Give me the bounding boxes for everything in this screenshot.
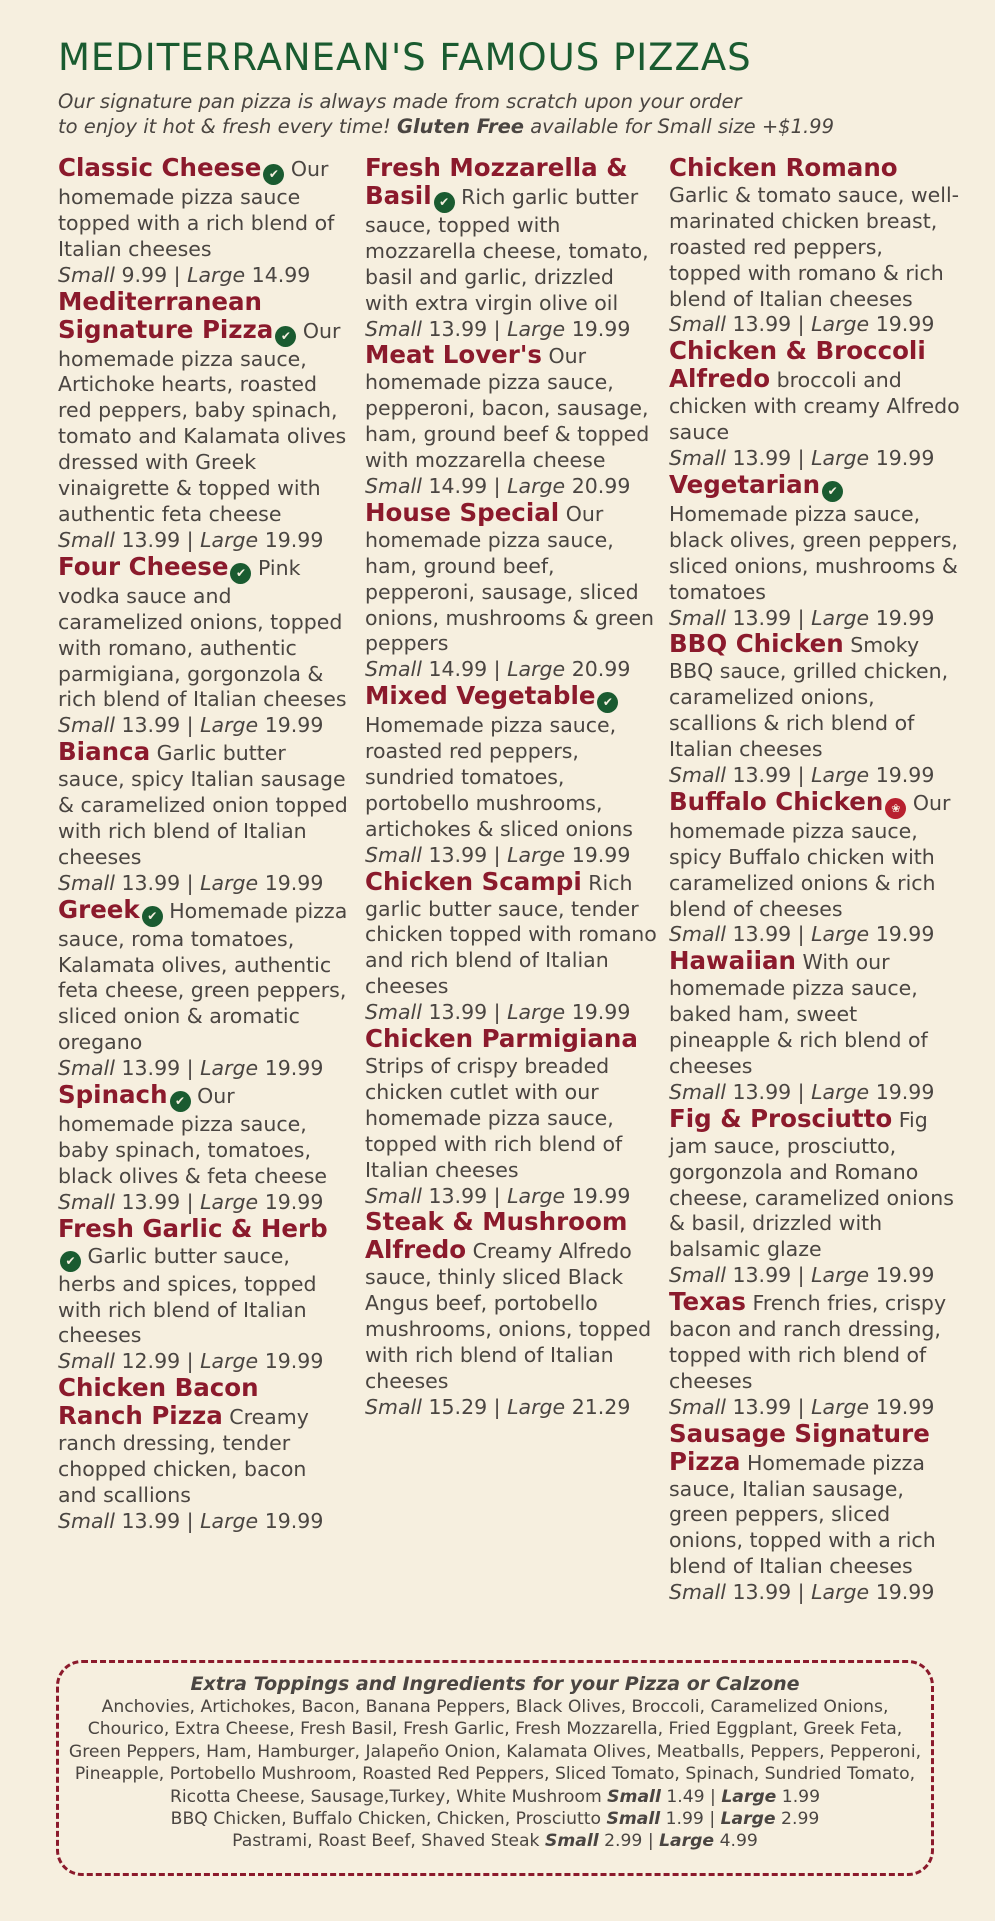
- price-large: 19.99: [264, 1189, 324, 1214]
- pizza-item: [669, 1103, 961, 1289]
- small-label: Small: [58, 1189, 115, 1214]
- price-large: 2.99: [781, 1809, 820, 1830]
- pizza-description: Homemade pizza sauce, black olives, green peppers, sliced onions, mushrooms & tomatoes: [669, 501, 958, 604]
- pizza-description: Fig jam sauce, prosciutto, gorgonzola and Romano cheese, caramelized onions & basil, drizzled with balsamic glaze: [669, 1107, 954, 1262]
- price-small: 13.99: [732, 1580, 792, 1605]
- price-large: 19.99: [875, 922, 935, 947]
- large-label: Large: [507, 1394, 566, 1419]
- small-label: Small: [58, 1056, 115, 1081]
- vegetarian-leaf-icon: ✔: [822, 481, 843, 502]
- price-large: 19.99: [571, 1183, 631, 1208]
- small-label: Small: [58, 1349, 115, 1374]
- vegetarian-leaf-icon: ✔: [60, 1251, 81, 1272]
- price-separator: |: [180, 713, 201, 738]
- price-separator: |: [791, 605, 812, 630]
- toppings-list-3: Pastrami, Roast Beef, Shaved Steak Small 2.99 | Large 4.99: [232, 1831, 758, 1852]
- large-label: Large: [811, 1580, 870, 1605]
- pizza-description: French fries, crispy bacon and ranch dressing, topped with rich blend of cheeses: [669, 1291, 947, 1393]
- small-label: Small: [669, 445, 726, 470]
- pizza-item: [58, 286, 350, 554]
- price-separator: |: [487, 657, 508, 682]
- price-separator: |: [791, 762, 812, 787]
- pizza-name: Steak & Mushroom Alfredo: [365, 1207, 628, 1265]
- vegetarian-leaf-icon: ✔: [170, 1091, 191, 1112]
- price-separator: |: [180, 870, 201, 895]
- price-large: 19.99: [875, 1580, 935, 1605]
- pizza-price: [669, 922, 961, 948]
- pizza-item: [365, 497, 657, 683]
- small-label: Small: [365, 657, 422, 682]
- price-small: 13.99: [121, 1189, 181, 1214]
- price-small: 9.99: [121, 262, 168, 287]
- price-large: 19.99: [875, 1263, 935, 1288]
- pizza-item: [58, 551, 350, 739]
- menu-title: MEDITERRANEAN'S FAMOUS PIZZAS: [58, 36, 752, 79]
- pizza-description: Our homemade pizza sauce topped with a rich blend of Italian cheeses: [58, 157, 335, 261]
- price-small: 13.99: [732, 605, 792, 630]
- small-label: Small: [607, 1786, 661, 1807]
- pizza-price: [365, 474, 657, 500]
- price-small: 1.49: [666, 1786, 705, 1807]
- large-label: Large: [187, 262, 246, 287]
- pizza-name: Fresh Mozzarella & Basil: [365, 153, 628, 210]
- vegetarian-leaf-icon: ✔: [263, 164, 284, 185]
- price-separator: |: [791, 1263, 812, 1288]
- pizza-name: Mixed Vegetable: [365, 681, 596, 711]
- price-separator: |: [180, 527, 201, 552]
- price-separator: |: [487, 316, 508, 341]
- pizza-name: Chicken Parmigiana: [365, 1024, 638, 1054]
- pizza-name: Texas: [669, 1287, 746, 1317]
- pizza-item: [669, 155, 961, 338]
- price-large: 14.99: [251, 262, 311, 287]
- price-separator: |: [487, 1000, 508, 1025]
- small-label: Small: [365, 316, 422, 341]
- price-large: 19.99: [875, 1079, 935, 1104]
- price-separator: |: [487, 1183, 508, 1208]
- price-small: 13.99: [732, 1394, 792, 1419]
- large-label: Large: [200, 527, 259, 552]
- vegetarian-leaf-icon: ✔: [230, 563, 251, 584]
- price-large: 19.99: [264, 713, 324, 738]
- large-label: Large: [507, 657, 566, 682]
- pizza-name: Chicken Bacon Ranch Pizza: [58, 1373, 259, 1431]
- spicy-chili-icon: ❀: [885, 798, 906, 819]
- price-large: 19.99: [571, 842, 631, 867]
- toppings-list-1-text: Anchovies, Artichokes, Bacon, Banana Peppers, Black Olives, Broccoli, Caramelized Onions, Chourico, Extra Cheese, Fresh Basil, Fresh Garlic, Fresh Mozzarella, Fried Eggplant, Greek Feta, Green Peppers, Ham, Hamburger, Jalapeño Onion, Kalamata Olives, Meatballs, Peppers, Pepperoni, Pineapple, Portobello Mushroom, Roasted Red Peppers, Sliced Tomato, Spinach, Sundried Tomato, Ricotta Cheese, Sausage,Turkey, White Mushroom: [68, 1697, 922, 1807]
- pizza-name: Greek: [58, 894, 140, 924]
- pizza-name: Mediterranean Signature Pizza: [58, 286, 274, 344]
- pizza-price: [58, 1509, 350, 1535]
- pizza-price: [365, 1395, 657, 1421]
- price-large: 21.29: [571, 1394, 631, 1419]
- pizza-description: Creamy ranch dressing, tender chopped chicken, bacon and scallions: [58, 1405, 309, 1507]
- pizza-item: [669, 631, 961, 788]
- pizza-description: Homemade pizza sauce, Italian sausage, green peppers, sliced onions, topped with a rich blend of Italian cheeses: [669, 1450, 936, 1579]
- price-small: 14.99: [428, 473, 488, 498]
- price-small: 13.99: [732, 1079, 792, 1104]
- pizza-name: House Special: [365, 497, 560, 527]
- pizza-description: Our homemade pizza sauce, baby spinach, tomatoes, black olives & feta cheese: [58, 1084, 328, 1188]
- small-label: Small: [669, 1079, 726, 1104]
- pizza-item: [58, 1375, 350, 1534]
- large-label: Large: [811, 922, 870, 947]
- pizza-name: Sausage Signature Pizza: [669, 1418, 930, 1476]
- large-label: Large: [507, 842, 566, 867]
- pizza-item: [365, 683, 657, 868]
- gluten-free-label: Gluten Free: [396, 115, 525, 138]
- pizza-price: [365, 317, 657, 343]
- pizza-name: Chicken Scampi: [365, 866, 582, 896]
- pizza-price: [669, 763, 961, 789]
- price-small: 14.99: [428, 657, 488, 682]
- pizza-item: [365, 866, 657, 1026]
- pizza-description: Homemade pizza sauce, roasted red peppers, sundried tomatoes, portobello mushrooms, artichokes & sliced onions: [365, 713, 633, 841]
- menu-column-3: [669, 155, 961, 1606]
- pizza-item: [669, 338, 961, 472]
- large-label: Large: [811, 605, 870, 630]
- pizza-name: Hawaiian: [669, 946, 796, 976]
- pizza-name: Vegetarian: [669, 469, 821, 499]
- pizza-item: [669, 469, 961, 632]
- toppings-list-3-text: Pastrami, Roast Beef, Shaved Steak: [232, 1831, 540, 1852]
- large-label: Large: [811, 1079, 870, 1104]
- intro-line2-start: to enjoy it hot & fresh every time!: [58, 115, 397, 138]
- small-label: Small: [544, 1831, 599, 1852]
- small-label: Small: [58, 1508, 115, 1533]
- pizza-description: broccoli and chicken with creamy Alfredo sauce: [669, 368, 960, 445]
- small-label: Small: [365, 473, 422, 498]
- small-label: Small: [669, 922, 726, 947]
- pizza-description: Our homemade pizza sauce, pepperoni, bacon, sausage, ham, ground beef & topped with mozzarella cheese: [365, 344, 650, 473]
- pizza-description: Garlic butter sauce, spicy Italian sausage & caramelized onion topped with rich blend of Italian cheeses: [58, 741, 348, 869]
- price-small: 13.99: [121, 713, 181, 738]
- pizza-description: Creamy Alfredo sauce, thinly sliced Black Angus beef, portobello mushrooms, onions, topped with rich blend of Italian cheeses: [365, 1239, 652, 1393]
- small-label: Small: [58, 870, 115, 895]
- pizza-price: [58, 1349, 350, 1375]
- price-small: 13.99: [732, 445, 792, 470]
- pizza-item: [58, 739, 350, 896]
- price-large: 19.99: [264, 870, 324, 895]
- pizza-description: Homemade pizza sauce, roma tomatoes, Kalamata olives, authentic feta cheese, green peppers, sliced onion & aromatic oregano: [58, 898, 348, 1055]
- price-small: 13.99: [121, 1056, 181, 1081]
- large-label: Large: [200, 1189, 259, 1214]
- price-large: 19.99: [264, 527, 324, 552]
- pizza-price: [669, 1395, 961, 1421]
- price-small: 13.99: [121, 870, 181, 895]
- toppings-list-2-text: BBQ Chicken, Buffalo Chicken, Chicken, Prosciutto: [170, 1809, 601, 1830]
- large-label: Large: [811, 762, 870, 787]
- pizza-description: Our homemade pizza sauce, ham, ground beef, pepperoni, sausage, sliced onions, mushrooms & green peppers: [365, 501, 655, 656]
- pizza-price: [669, 1580, 961, 1606]
- large-label: Large: [200, 1349, 259, 1374]
- price-separator: |: [791, 1079, 812, 1104]
- small-label: Small: [669, 1263, 726, 1288]
- price-large: 19.99: [571, 316, 631, 341]
- price-small: 12.99: [121, 1349, 181, 1374]
- small-label: Small: [365, 1394, 422, 1419]
- price-separator: |: [180, 1508, 201, 1533]
- price-separator: |: [180, 1349, 201, 1374]
- pizza-price: [669, 312, 961, 338]
- toppings-list-1: Anchovies, Artichokes, Bacon, Banana Peppers, Black Olives, Broccoli, Caramelized Onions, Chourico, Extra Cheese, Fresh Basil, Fresh Garlic, Fresh Mozzarella, Fried Eggplant, Greek Feta, Green Peppers, Ham, Hamburger, Jalapeño Onion, Kalamata Olives, Meatballs, Peppers, Pepperoni, Pineapple, Portobello Mushroom, Roasted Red Peppers, Sliced Tomato, Spinach, Sundried Tomato, Ricotta Cheese, Sausage,Turkey, White Mushroom Small 1.49 | Large 1.99: [68, 1697, 922, 1807]
- price-small: 13.99: [732, 312, 792, 337]
- large-label: Large: [200, 870, 259, 895]
- large-label: Large: [811, 1394, 870, 1419]
- price-separator: |: [791, 312, 812, 337]
- pizza-item: [58, 155, 350, 289]
- pizza-name: Chicken & Broccoli Alfredo: [669, 336, 926, 394]
- vegetarian-leaf-icon: ✔: [597, 692, 618, 713]
- price-small: 1.99: [665, 1809, 704, 1830]
- large-label: Large: [200, 713, 259, 738]
- pizza-item: [669, 1289, 961, 1421]
- large-label: Large: [659, 1831, 715, 1852]
- pizza-name: Buffalo Chicken: [669, 786, 884, 816]
- pizza-description: Rich garlic butter sauce, tender chicken topped with romano and rich blend of Italian cheeses: [365, 870, 657, 999]
- small-label: Small: [365, 1000, 422, 1025]
- price-small: 13.99: [732, 922, 792, 947]
- small-label: Small: [58, 713, 115, 738]
- pizza-name: Bianca: [58, 737, 151, 767]
- small-label: Small: [669, 762, 726, 787]
- large-label: Large: [811, 1263, 870, 1288]
- pizza-name: Four Cheese: [58, 551, 229, 581]
- pizza-name: Fig & Prosciutto: [669, 1103, 893, 1133]
- pizza-description: Pink vodka sauce and caramelized onions, topped with romano, authentic parmigiana, gorgonzola & rich blend of Italian cheeses: [58, 555, 347, 712]
- price-small: 13.99: [121, 527, 181, 552]
- small-label: Small: [365, 842, 422, 867]
- price-separator: |: [180, 1056, 201, 1081]
- price-large: 20.99: [571, 657, 631, 682]
- price-large: 1.99: [781, 1786, 821, 1807]
- small-label: Small: [669, 1394, 726, 1419]
- pizza-price: [365, 1184, 657, 1210]
- pizza-description: Smoky BBQ sauce, grilled chicken, caramelized onions, scallions & rich blend of Italian cheeses: [669, 633, 949, 762]
- price-large: 19.99: [571, 1000, 631, 1025]
- small-label: Small: [365, 1183, 422, 1208]
- price-small: 2.99: [604, 1831, 643, 1852]
- small-label: Small: [58, 262, 115, 287]
- price-separator: |: [791, 1394, 812, 1419]
- price-small: 13.99: [732, 762, 792, 787]
- price-large: 4.99: [719, 1831, 758, 1852]
- large-label: Large: [507, 316, 566, 341]
- pizza-item: [669, 948, 961, 1105]
- toppings-title: Extra Toppings and Ingredients for your Pizza or Calzone: [190, 1673, 800, 1695]
- pizza-price: [365, 657, 657, 683]
- large-label: Large: [721, 1786, 777, 1807]
- small-label: Small: [669, 312, 726, 337]
- price-separator: |: [487, 842, 508, 867]
- price-separator: |: [487, 1394, 508, 1419]
- price-large: 19.99: [875, 1394, 935, 1419]
- small-label: Small: [58, 527, 115, 552]
- pizza-name: Chicken Romano: [669, 153, 898, 182]
- large-label: Large: [507, 1000, 566, 1025]
- price-small: 13.99: [428, 1183, 488, 1208]
- large-label: Large: [720, 1809, 776, 1830]
- intro-line1: Our signature pan pizza is always made from scratch upon your order: [58, 90, 742, 113]
- price-separator: |: [167, 262, 188, 287]
- price-separator: |: [791, 1580, 812, 1605]
- pizza-price: [669, 446, 961, 472]
- small-label: Small: [669, 605, 726, 630]
- pizza-item: [365, 155, 657, 342]
- price-large: 19.99: [264, 1349, 324, 1374]
- pizza-price: [669, 606, 961, 632]
- price-separator: |: [180, 1189, 201, 1214]
- price-separator: |: [791, 922, 812, 947]
- large-label: Large: [507, 473, 566, 498]
- large-label: Large: [200, 1056, 259, 1081]
- price-separator: |: [791, 445, 812, 470]
- price-large: 19.99: [875, 605, 935, 630]
- pizza-name: Meat Lover's: [365, 340, 542, 370]
- price-small: 13.99: [732, 1263, 792, 1288]
- pizza-name: Fresh Garlic & Herb: [58, 1213, 328, 1243]
- pizza-description: Our homemade pizza sauce, spicy Buffalo chicken with caramelized onions & rich blend of cheeses: [669, 790, 951, 921]
- pizza-price: [58, 528, 350, 554]
- pizza-price: [58, 263, 350, 289]
- large-label: Large: [200, 1508, 259, 1533]
- price-large: 20.99: [571, 473, 631, 498]
- pizza-price: [58, 713, 350, 739]
- pizza-description: Garlic butter sauce, herbs and spices, topped with rich blend of Italian cheeses: [58, 1243, 317, 1348]
- menu-column-1: [58, 155, 350, 1535]
- pizza-name: Classic Cheese: [58, 153, 262, 182]
- price-large: 19.99: [875, 445, 935, 470]
- toppings-section: [60, 1672, 930, 1853]
- price-large: 19.99: [264, 1056, 324, 1081]
- pizza-item: [669, 786, 961, 949]
- price-small: 13.99: [428, 1000, 488, 1025]
- pizza-item: [365, 1026, 657, 1209]
- pizza-price: [58, 1056, 350, 1082]
- price-large: 19.99: [875, 312, 935, 337]
- pizza-price: [58, 871, 350, 897]
- toppings-list-2: BBQ Chicken, Buffalo Chicken, Chicken, Prosciutto Small 1.99 | Large 2.99: [170, 1809, 820, 1830]
- pizza-price: [58, 1190, 350, 1216]
- pizza-description: Our homemade pizza sauce, Artichoke hearts, roasted red peppers, baby spinach, tomato and Kalamata olives dressed with Greek vinaigrette & topped with authentic feta cheese: [58, 318, 347, 526]
- pizza-description: Garlic & tomato sauce, well-marinated chicken breast, roasted red peppers, topped with romano & rich blend of Italian cheeses: [669, 182, 960, 311]
- large-label: Large: [811, 445, 870, 470]
- large-label: Large: [811, 312, 870, 337]
- vegetarian-leaf-icon: ✔: [275, 326, 296, 347]
- pizza-item: [365, 342, 657, 499]
- small-label: Small: [669, 1580, 726, 1605]
- small-label: Small: [606, 1809, 661, 1830]
- pizza-name: BBQ Chicken: [669, 629, 844, 659]
- price-small: 15.29: [428, 1394, 488, 1419]
- pizza-item: [58, 894, 350, 1082]
- vegetarian-leaf-icon: ✔: [434, 192, 455, 213]
- intro-line2-end: available for Small size +$1.99: [524, 115, 834, 138]
- intro-text: [58, 89, 938, 139]
- price-large: 19.99: [875, 762, 935, 787]
- price-separator: |: [487, 473, 508, 498]
- pizza-description: With our homemade pizza sauce, baked ham, sweet pineapple & rich blend of cheeses: [669, 950, 928, 1078]
- price-small: 13.99: [428, 316, 488, 341]
- pizza-item: [365, 1209, 657, 1420]
- price-small: 13.99: [428, 842, 488, 867]
- pizza-item: [669, 1418, 961, 1606]
- pizza-name: Spinach: [58, 1080, 168, 1110]
- menu-column-2: [365, 155, 657, 1421]
- pizza-price: [365, 843, 657, 869]
- vegetarian-leaf-icon: ✔: [142, 906, 163, 927]
- pizza-price: [669, 1080, 961, 1106]
- pizza-price: [365, 1000, 657, 1026]
- price-large: 19.99: [264, 1508, 324, 1533]
- pizza-item: [58, 1213, 350, 1376]
- pizza-item: [58, 1082, 350, 1216]
- pizza-description: Rich garlic butter sauce, topped with mozzarella cheese, tomato, basil and garlic, drizzled with extra virgin olive oil: [365, 184, 649, 315]
- large-label: Large: [507, 1183, 566, 1208]
- pizza-price: [669, 1263, 961, 1289]
- price-small: 13.99: [121, 1508, 181, 1533]
- pizza-description: Strips of crispy breaded chicken cutlet with our homemade pizza sauce, topped with rich blend of Italian cheeses: [365, 1054, 623, 1182]
